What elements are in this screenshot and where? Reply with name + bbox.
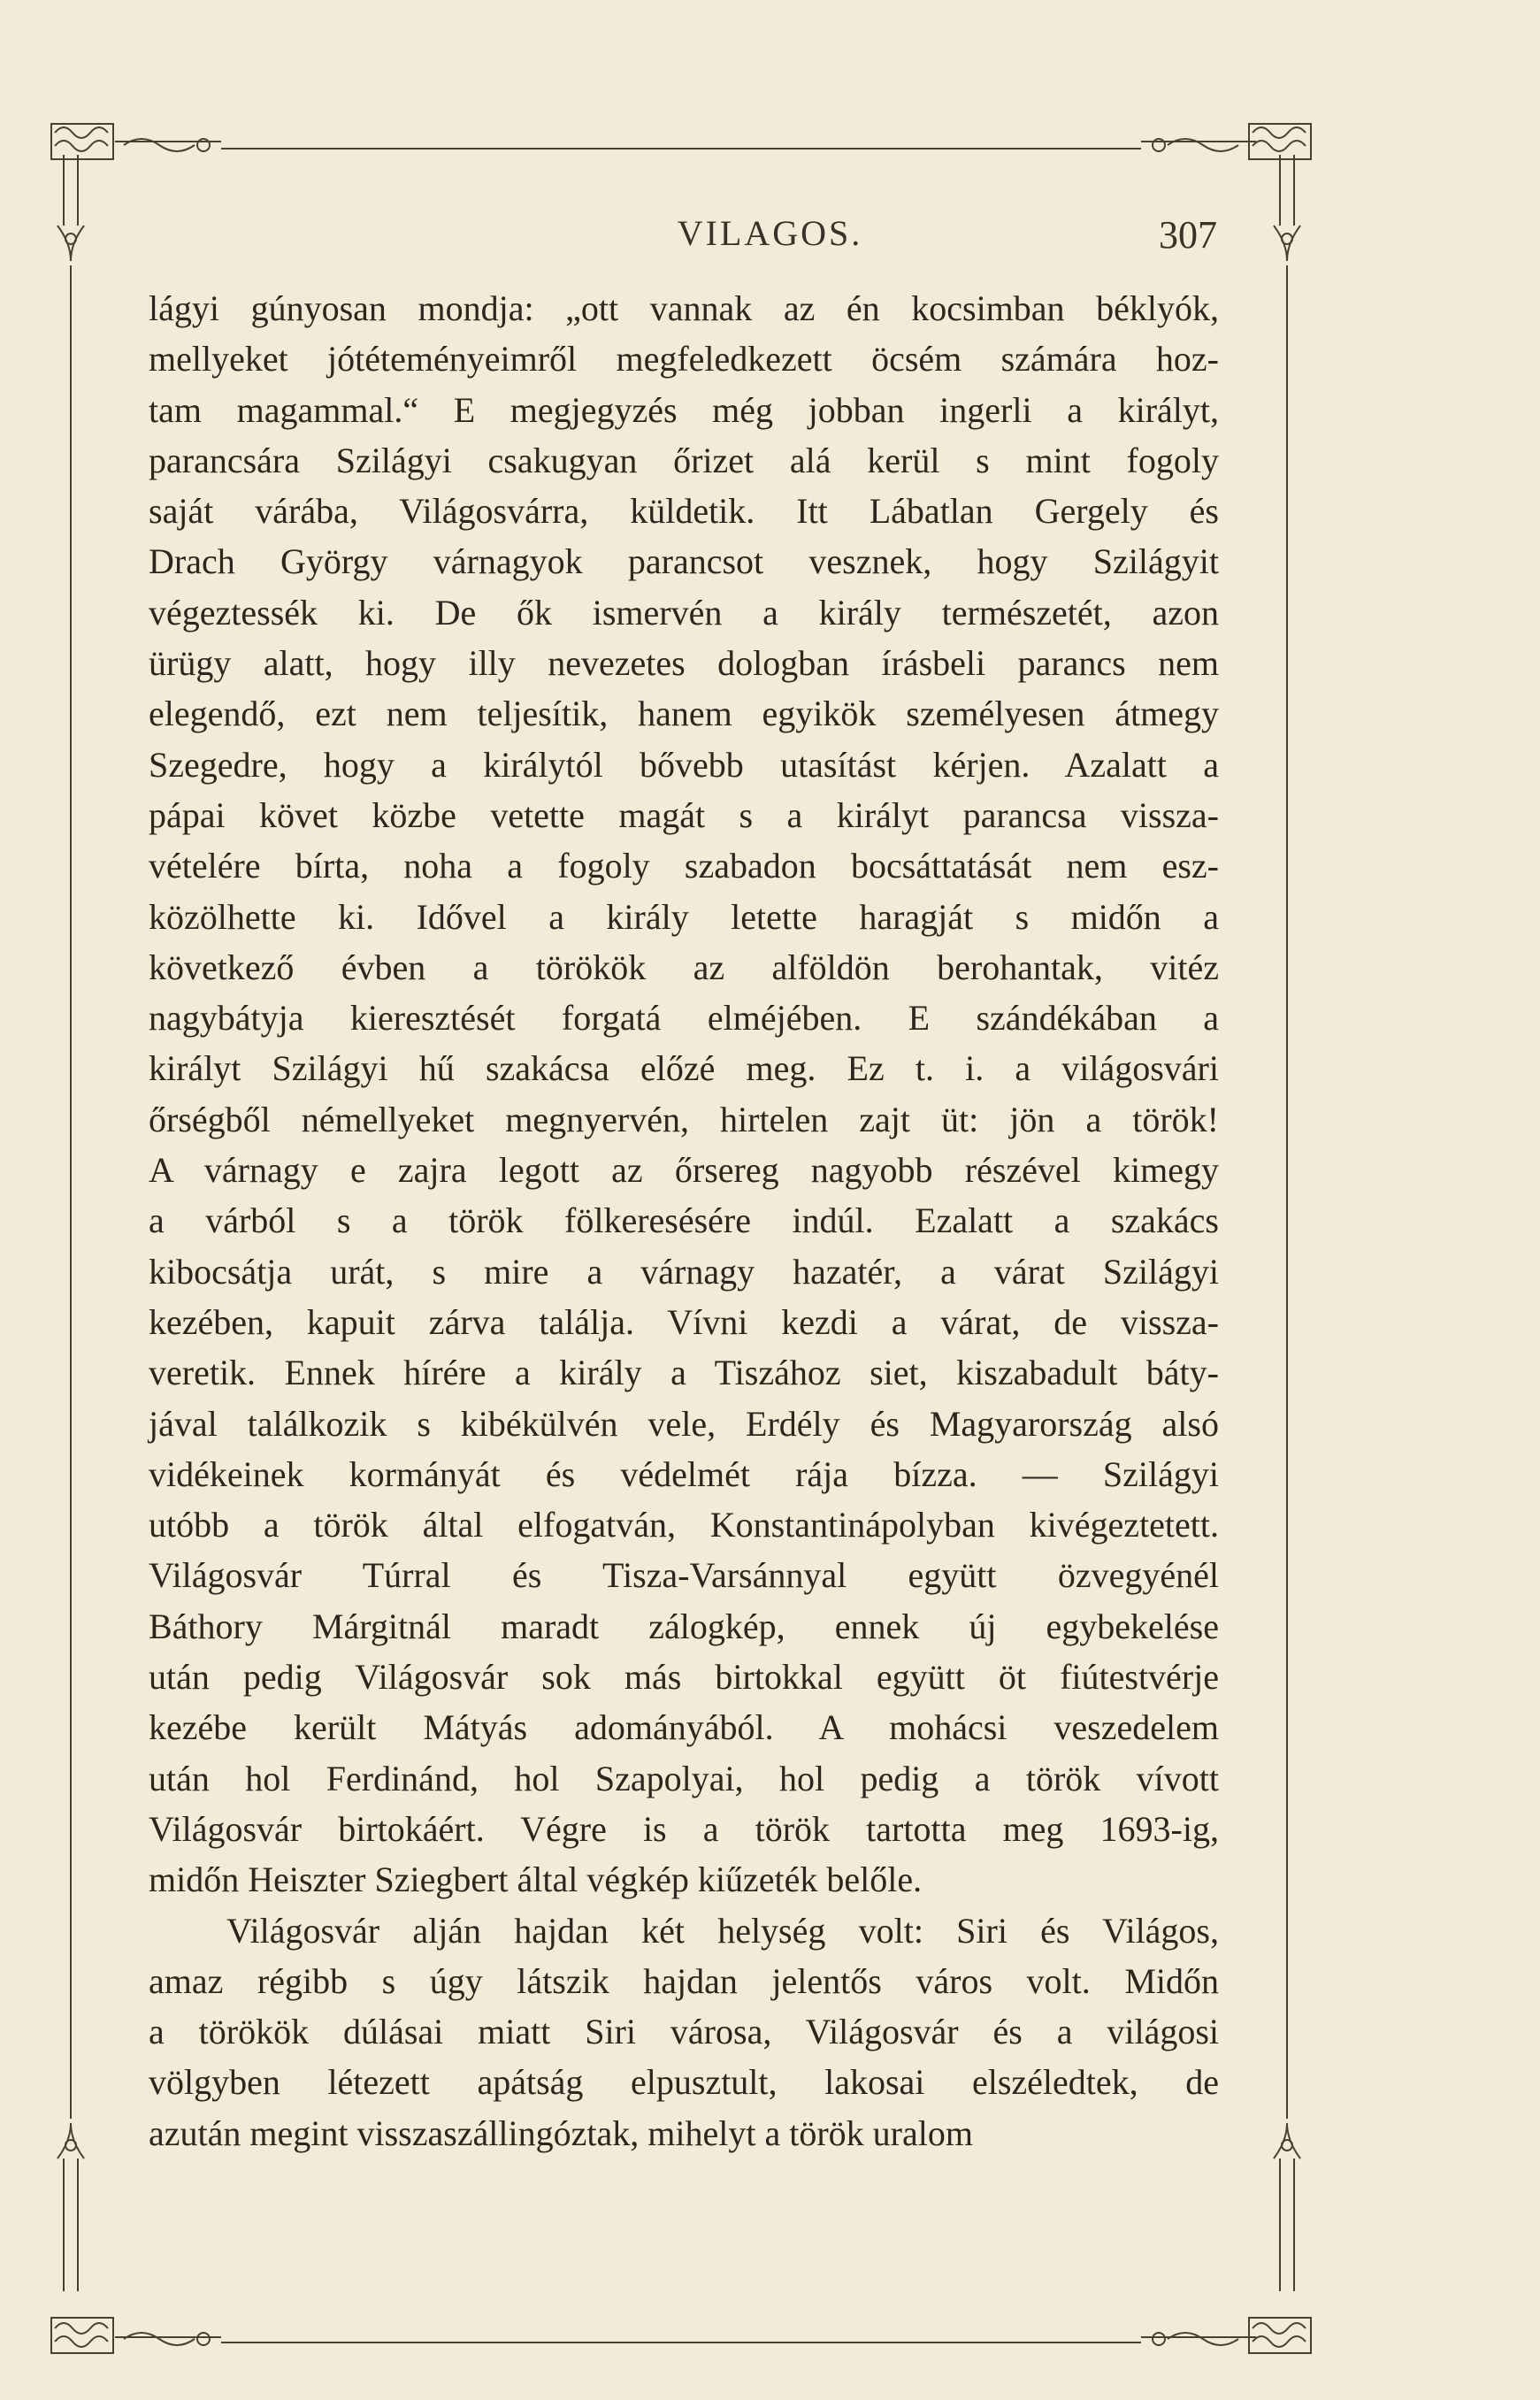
text-line: végeztessék ki. De ők ismervén a király természetét, azon bbox=[149, 592, 1219, 633]
text-line: őrségből némellyeket megnyervén, hirtelen zajt üt: jön a török! bbox=[149, 1099, 1219, 1139]
text-line: Báthory Márgitnál maradt zálogkép, ennek új egybekelése bbox=[149, 1606, 1219, 1646]
text-line: következő évben a törökök az alföldön berohantak, vitéz bbox=[149, 947, 1219, 987]
text-line: közölhette ki. Idővel a király letette haragját s midőn a bbox=[149, 896, 1219, 937]
text-line: A várnagy e zajra legott az őrsereg nagyobb részével kimegy bbox=[149, 1150, 1219, 1191]
text-line: nagybátyja kieresztését forgatá elméjében. E szándékában a bbox=[149, 998, 1219, 1039]
text-line: völgyben létezett apátság elpusztult, lakosai elszéledtek, de bbox=[149, 2062, 1219, 2103]
paragraph bbox=[149, 283, 1219, 1905]
text-line: királyt Szilágyi hű szakácsa előzé meg. Ez t. i. a világosvári bbox=[149, 1048, 1219, 1089]
text-line: mellyeket jótéteményeimről megfeledkezett öcsém számára hoz- bbox=[149, 339, 1219, 380]
text-line: Világosvár alján hajdan két helység volt: Siri és Világos, bbox=[226, 1910, 1219, 1951]
running-title: VILAGOS. bbox=[677, 213, 863, 253]
text-line: ürügy alatt, hogy illy nevezetes dologban írásbeli parancs nem bbox=[149, 643, 1219, 684]
text-line: Világosvár birtokáért. Végre is a török tartotta meg 1693-ig, bbox=[149, 1808, 1219, 1849]
text-line: Szegedre, hogy a királytól bővebb utasítást kérjen. Azalatt a bbox=[149, 744, 1219, 785]
text-line: után pedig Világosvár sok más birtokkal együtt öt fiútestvérje bbox=[149, 1657, 1219, 1698]
text-line: lágyi gúnyosan mondja: „ott vannak az én kocsimban béklyók, bbox=[149, 288, 1219, 328]
text-line: midőn Heiszter Sziegbert által végkép kiűzeték belőle. bbox=[149, 1859, 923, 1900]
text-line: jával találkozik s kibékülvén vele, Erdély és Magyarország alsó bbox=[149, 1403, 1219, 1444]
paragraph bbox=[149, 1905, 1219, 2158]
text-line: után hol Ferdinánd, hol Szapolyai, hol pedig a török vívott bbox=[149, 1758, 1219, 1798]
text-line: kezében, kapuit zárva találja. Vívni kezdi a várat, de vissza- bbox=[149, 1301, 1219, 1342]
text-line: vidékeinek kormányát és védelmét rája bízza. — Szilágyi bbox=[149, 1453, 1219, 1494]
text-line: utóbb a török által elfogatván, Konstantinápolyban kivégeztetett. bbox=[149, 1505, 1219, 1545]
text-line: a törökök dúlásai miatt Siri városa, Világosvár és a világosi bbox=[149, 2012, 1219, 2052]
text-line: azután megint visszaszállingóztak, mihelyt a török uralom bbox=[149, 2112, 973, 2153]
text-line: a várból s a török fölkeresésére indúl. Ezalatt a szakács bbox=[149, 1200, 1219, 1241]
text-line: Világosvár Túrral és Tisza-Varsánnyal együtt özvegyénél bbox=[149, 1555, 1219, 1596]
text-line: Drach György várnagyok parancsot vesznek, hogy Szilágyit bbox=[149, 541, 1219, 582]
text-line: kibocsátja urát, s mire a várnagy hazatér, a várat Szilágyi bbox=[149, 1251, 1219, 1292]
text-line: pápai követ közbe vetette magát s a királyt parancsa vissza- bbox=[149, 794, 1219, 835]
text-line: parancsára Szilágyi csakugyan őrizet alá kerül s mint fogoly bbox=[149, 440, 1219, 480]
text-line: vételére bírta, noha a fogoly szabadon bocsáttatását nem esz- bbox=[149, 846, 1219, 886]
text-line: tam magammal.“ E megjegyzés még jobban ingerli a királyt, bbox=[149, 389, 1219, 430]
text-line: saját várába, Világosvárra, küldetik. Itt Lábatlan Gergely és bbox=[149, 491, 1219, 532]
body-text bbox=[149, 283, 1219, 2158]
text-line: kezébe került Mátyás adományából. A mohácsi veszedelem bbox=[149, 1707, 1219, 1748]
text-line: veretik. Ennek hírére a király a Tiszához siet, kiszabadult báty- bbox=[149, 1353, 1219, 1393]
running-head bbox=[0, 212, 1540, 265]
text-line: amaz régibb s úgy látszik hajdan jelentős város volt. Midőn bbox=[149, 1960, 1219, 2001]
page-number: 307 bbox=[1159, 213, 1217, 257]
text-line: elegendő, ezt nem teljesítik, hanem egyikök személyesen átmegy bbox=[149, 694, 1219, 734]
